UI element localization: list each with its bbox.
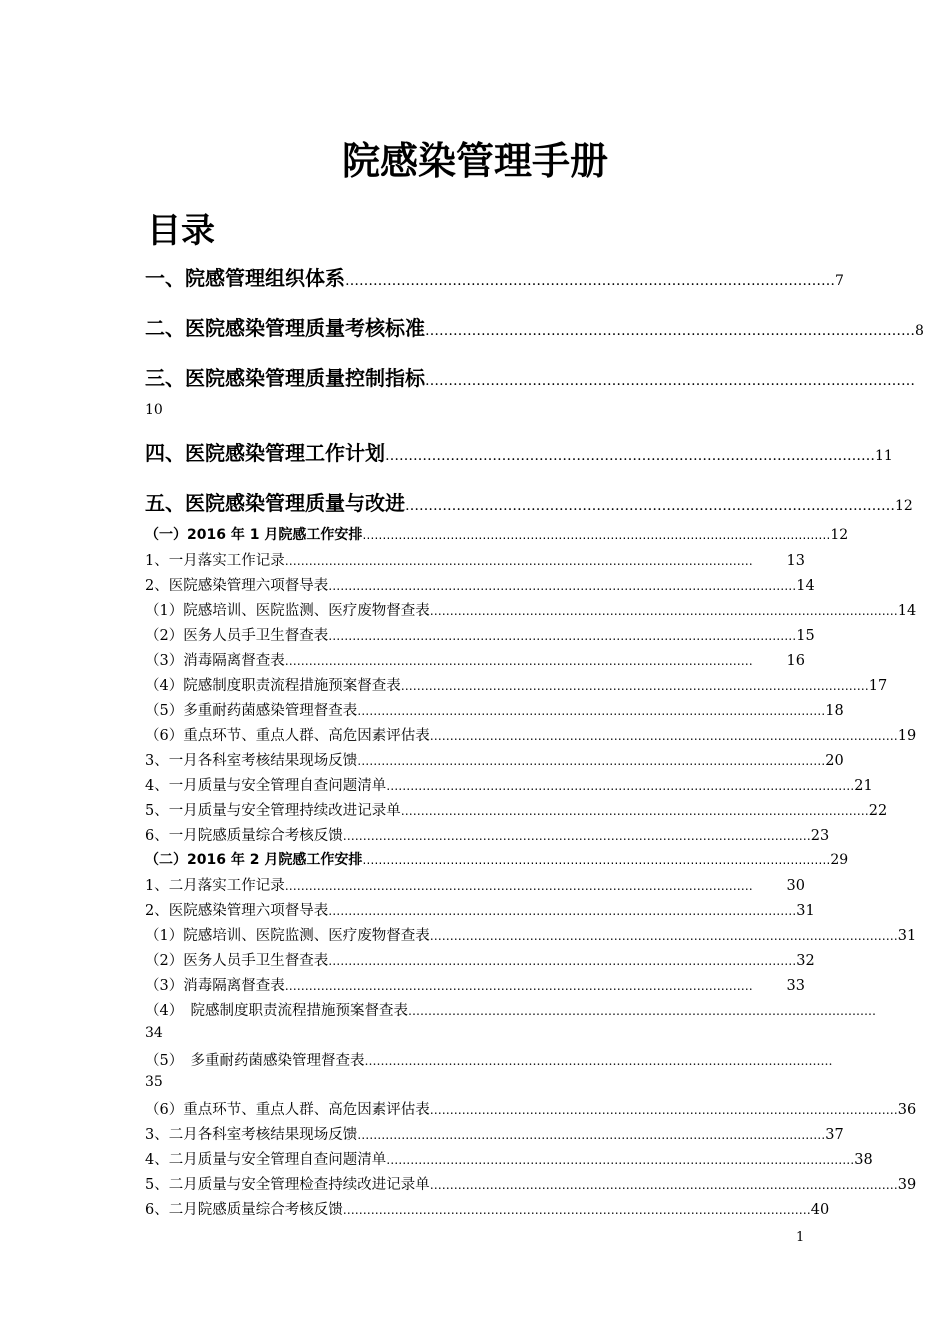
toc-entry[interactable] <box>145 1173 917 1195</box>
toc-entry[interactable] <box>145 1123 844 1145</box>
toc-entry-title: 2、医院感染管理六项督导表 <box>145 578 329 594</box>
toc-entry[interactable] <box>145 524 849 546</box>
toc-entry[interactable] <box>145 874 805 896</box>
toc-entry-page: 12 <box>830 527 849 543</box>
toc-entry[interactable] <box>145 437 893 471</box>
toc-leader: ……………………………………………………………………………………………………… <box>284 979 753 993</box>
toc-entry-page: 15 <box>796 628 815 644</box>
toc-entry[interactable] <box>145 574 815 596</box>
toc-entry-page: 13 <box>786 553 805 569</box>
toc-entry-title: （3）消毒隔离督查表 <box>145 653 285 669</box>
toc-leader: ……………………………………………………………………………………………………… <box>328 629 797 643</box>
toc-leader: ……………………………………………………………………………………………………… <box>429 604 898 618</box>
toc-entry-page: 29 <box>830 852 849 868</box>
toc-leader: …………………………………………………………………………………………… <box>385 448 875 464</box>
toc-entry-title: 3、一月各科室考核结果现场反馈 <box>145 753 358 769</box>
toc-entry-page: 14 <box>897 603 917 619</box>
toc-entry-title: 6、二月院感质量综合考核反馈 <box>145 1202 343 1218</box>
toc-leader: ……………………………………………………………………………………………………… <box>407 1004 876 1018</box>
toc-leader: ……………………………………………………………………………………………………… <box>284 654 753 668</box>
toc-entry-title: （1）院感培训、医院监测、医疗废物督查表 <box>145 928 430 944</box>
toc-entry[interactable] <box>145 974 805 996</box>
toc-entry[interactable] <box>145 312 924 346</box>
toc-entry[interactable] <box>145 824 830 846</box>
toc-leader: ……………………………………………………………………………………………………… <box>429 729 898 743</box>
toc-entry-page: 8 <box>915 323 924 339</box>
toc-entry-page: 34 <box>145 1025 163 1041</box>
toc-entry-page: 14 <box>796 578 815 594</box>
toc-leader: ……………………………………………………………………………………………………… <box>386 1153 855 1167</box>
toc-entry[interactable] <box>145 699 844 721</box>
toc-entry[interactable] <box>145 774 873 796</box>
toc-entry[interactable] <box>145 1198 830 1220</box>
toc-leader: ……………………………………………………………………………………………………… <box>284 554 753 568</box>
toc-entry[interactable] <box>145 599 917 621</box>
toc-entry-page: 22 <box>868 803 888 819</box>
toc-entry[interactable] <box>145 1098 917 1120</box>
toc-leader: ……………………………………………………………………………………………………… <box>284 879 753 893</box>
toc-entry-page: 36 <box>897 1102 917 1118</box>
toc-entry-title: 一、院感管理组织体系 <box>145 266 345 290</box>
toc-leader: ……………………………………………………………………………………………………… <box>328 954 797 968</box>
toc-leader: ……………………………………………………………………………………………………… <box>328 904 797 918</box>
toc-entry-title: （4） 院感制度职责流程措施预案督查表 <box>145 1003 408 1019</box>
toc-entry-title: 1、一月落实工作记录 <box>145 553 285 569</box>
toc-leader: ……………………………………………………………………………………………………… <box>429 1103 898 1117</box>
toc-entry[interactable] <box>145 924 917 946</box>
toc-entry-title: （6）重点环节、重点人群、高危因素评估表 <box>145 1102 430 1118</box>
toc-entry-page: 37 <box>825 1127 844 1143</box>
toc-entry-title: （2）医务人员手卫生督查表 <box>145 953 329 969</box>
toc-leader: …………………………………………………………………………………………… <box>425 323 915 339</box>
toc-entry[interactable] <box>145 549 805 571</box>
toc-entry-title: （3）消毒隔离督查表 <box>145 978 285 994</box>
toc-entry-title: （2）医务人员手卫生督查表 <box>145 628 329 644</box>
toc-entry-page: 32 <box>796 953 815 969</box>
toc-entry[interactable] <box>145 487 913 521</box>
toc-entry-page: 23 <box>810 828 830 844</box>
toc-entry-page: 38 <box>854 1152 873 1168</box>
toc-entry[interactable] <box>145 262 844 296</box>
toc-entry[interactable] <box>145 362 915 396</box>
toc-entry-page: 12 <box>895 498 913 514</box>
toc-entry-page: 20 <box>825 753 844 769</box>
toc-heading: 目录 <box>147 211 215 251</box>
toc-entry-page: 7 <box>835 273 844 289</box>
toc-leader: ……………………………………………………………………………………………………… <box>362 528 831 542</box>
document-title: 院感染管理手册 <box>341 139 608 183</box>
toc-entry[interactable] <box>145 999 876 1021</box>
toc-entry[interactable] <box>145 649 805 671</box>
toc-entry[interactable] <box>145 674 888 696</box>
toc-leader: ……………………………………………………………………………………………………… <box>362 853 831 867</box>
toc-entry-page: 11 <box>875 448 893 464</box>
toc-entry-title: （二）2016 年 2 月院感工作安排 <box>145 852 363 868</box>
toc-entry-page: 40 <box>810 1202 830 1218</box>
page-number: 1 <box>796 1230 805 1245</box>
toc-leader: ……………………………………………………………………………………………………… <box>328 579 797 593</box>
toc-entry[interactable] <box>145 624 815 646</box>
toc-entry-title: 4、一月质量与安全管理自查问题清单 <box>145 778 387 794</box>
toc-entry-title: （4）院感制度职责流程措施预案督查表 <box>145 678 401 694</box>
toc-entry-title: （一）2016 年 1 月院感工作安排 <box>145 527 363 543</box>
toc-entry[interactable] <box>145 949 815 971</box>
toc-entry-page: 31 <box>796 903 815 919</box>
toc-entry[interactable] <box>145 724 917 746</box>
toc-leader: ……………………………………………………………………………………………………… <box>342 829 811 843</box>
toc-leader: ……………………………………………………………………………………………………… <box>342 1203 811 1217</box>
toc-leader: ……………………………………………………………………………………………………… <box>364 1054 833 1068</box>
toc-entry-title: 二、医院感染管理质量考核标准 <box>145 316 425 340</box>
toc-entry[interactable] <box>145 849 849 871</box>
toc-entry-page: 21 <box>854 778 873 794</box>
toc-entry-page: 18 <box>825 703 844 719</box>
toc-leader: ……………………………………………………………………………………………………… <box>429 1178 898 1192</box>
toc-entry-title: （5）多重耐药菌感染管理督查表 <box>145 703 358 719</box>
toc-entry-page: 35 <box>145 1074 163 1090</box>
toc-entry-page: 17 <box>868 678 888 694</box>
toc-leader: …………………………………………………………………………………………… <box>425 373 915 389</box>
toc-entry-page: 10 <box>145 402 163 418</box>
toc-entry[interactable] <box>145 799 888 821</box>
toc-leader: ……………………………………………………………………………………………………… <box>400 804 869 818</box>
toc-entry-page: 30 <box>786 878 805 894</box>
toc-leader: ……………………………………………………………………………………………………… <box>357 704 826 718</box>
toc-entry[interactable] <box>145 899 815 921</box>
toc-entry[interactable] <box>145 1148 873 1170</box>
toc-entry-page: 33 <box>786 978 805 994</box>
toc-entry-title: 1、二月落实工作记录 <box>145 878 285 894</box>
toc-entry-title: 五、医院感染管理质量与改进 <box>145 491 405 515</box>
toc-entry-page: 19 <box>897 728 917 744</box>
toc-entry-title: 5、二月质量与安全管理检查持续改进记录单 <box>145 1177 430 1193</box>
toc-entry-title: （6）重点环节、重点人群、高危因素评估表 <box>145 728 430 744</box>
toc-entry-title: 四、医院感染管理工作计划 <box>145 441 385 465</box>
toc-entry-title: 三、医院感染管理质量控制指标 <box>145 366 425 390</box>
toc-entry-page: 31 <box>897 928 917 944</box>
toc-entry[interactable] <box>145 749 844 771</box>
toc-leader: ……………………………………………………………………………………………………… <box>357 754 826 768</box>
toc-entry-title: 6、一月院感质量综合考核反馈 <box>145 828 343 844</box>
toc-leader: ……………………………………………………………………………………………………… <box>429 929 898 943</box>
toc-entry-title: （1）院感培训、医院监测、医疗废物督查表 <box>145 603 430 619</box>
toc-leader: …………………………………………………………………………………………… <box>345 273 835 289</box>
toc-leader: ……………………………………………………………………………………………………… <box>400 679 869 693</box>
toc-leader: ……………………………………………………………………………………………………… <box>357 1128 826 1142</box>
toc-entry-title: 2、医院感染管理六项督导表 <box>145 903 329 919</box>
toc-entry-title: （5） 多重耐药菌感染管理督查表 <box>145 1053 365 1069</box>
toc-entry[interactable] <box>145 1049 833 1071</box>
toc-entry-page: 16 <box>786 653 805 669</box>
toc-leader: …………………………………………………………………………………………… <box>405 498 895 514</box>
toc-entry-title: 5、一月质量与安全管理持续改进记录单 <box>145 803 401 819</box>
toc-entry-title: 3、二月各科室考核结果现场反馈 <box>145 1127 358 1143</box>
toc-entry-title: 4、二月质量与安全管理自查问题清单 <box>145 1152 387 1168</box>
toc-entry-page: 39 <box>897 1177 917 1193</box>
toc-leader: ……………………………………………………………………………………………………… <box>386 779 855 793</box>
